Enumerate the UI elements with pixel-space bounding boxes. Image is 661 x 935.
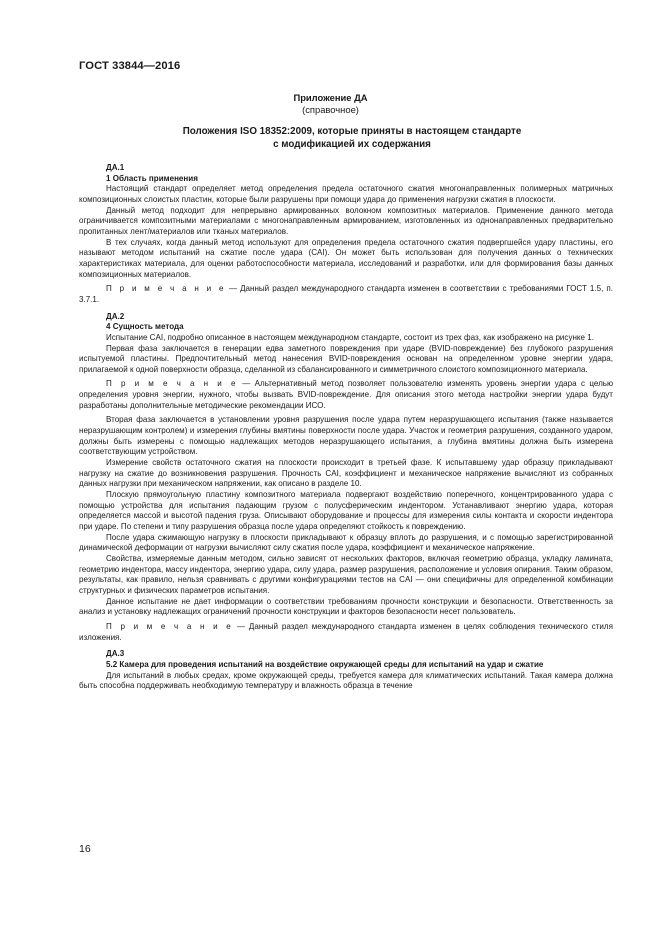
section-heading-da3: 5.2 Камера для проведения испытаний на воздействие окружающей среды для испытаний на удар и сжатие xyxy=(106,659,544,669)
appendix-subtitle: (справочное) xyxy=(302,104,359,115)
paragraph: Плоскую прямоугольную пластину композитного материала подвергают воздействию поперечного, концентрированного удара с помощью устройства для испытания падающим грузом с полусферическим индентором. Устанавливают энергию удара, которая определяется массой и высотой падения груза. Описывают оборудование и процессы для измерения силы контакта и скорости индентора при ударе. По степени и типу разрушения образца после удара определяют стойкость к повреждению. xyxy=(79,490,613,531)
paragraph: Первая фаза заключается в генерации едва заметного повреждения при ударе (BVID-повреждение) без глубокого разрушения испытуемой пластины. Предпочтительный метод нанесения BVID-повреждения основан на определенном уровне энергии удара, прилагаемой к одной поверхности образца, сделанной из сбалансированного и симметричного слоистого композиционного материала. xyxy=(79,343,613,374)
section-heading-da2: 4 Сущность метода xyxy=(106,322,184,332)
paragraph: Настоящий стандарт определяет метод определения предела остаточного сжатия многонаправленных полимерных матричных композиционных слоистых пластин, которые были разрушены при помощи удара до применения нагрузки сжатия в плоскости. xyxy=(79,184,613,204)
paragraph: Для испытаний в любых средах, кроме окружающей среды, требуется камера для климатических испытаний. Такая камера должна быть способна поддерживать необходимую температуру и влажность образца в течение xyxy=(79,670,613,691)
document-title-line-2: с модификацией их содержания xyxy=(273,139,431,150)
section-id-da3: ДА.3 xyxy=(106,649,125,659)
note xyxy=(79,622,613,643)
note xyxy=(79,379,613,411)
note-label: П р и м е ч а н и е xyxy=(106,379,238,389)
paragraph: После удара сжимающую нагрузку в плоскости прикладывают к образцу вплоть до разрушения, и с помощью зарегистрированной динамической деформации от нагрузки вычисляют силу сжатия после удара, коэффициент и механическое напряжение. xyxy=(79,532,613,553)
section-heading-da1: 1 Область применения xyxy=(106,173,198,183)
section-id-da1: ДА.1 xyxy=(106,163,125,172)
paragraph: Свойства, измеряемые данным методом, сильно зависят от нескольких факторов, включая геометрию образца, укладку ламината, геометрию индентора, массу индентора, энергию удара, силу удара, размер разрушения, расположение и условия опирания. Таким образом, результаты, как правило, нельзя сравнивать с другими конфигурациями тестов на CAI — они специфичны для определенной комбинации структурных и физических параметров испытания. xyxy=(79,553,613,595)
paragraph: Вторая фаза заключается в установлении уровня разрушения после удара путем неразрушающего испытания (также называется неразрушающим контролем) и измерения глубины вмятины поверхности после удара. Участок и геометрия разрушения, созданного ударом, должны быть измерены с помощью надлежащих методов неразрушающего испытания, а глубина вмятины должна быть измерена соответствующим устройством. xyxy=(79,415,613,457)
note-text: — Данный раздел международного стандарта изменен в соответствии с требованиями ГОСТ 1.5, п. 3.7.1. xyxy=(79,284,613,304)
paragraph: В тех случаях, когда данный метод используют для определения предела остаточного сжатия подвергшейся удару пластины, его называют методом испытаний на сжатие после удара (CAI). Он может быть использован для получения данных о технических характеристиках материала, для оценки работоспособности материала, исследований и разработки, или для формирования базы данных композиционных материалов. xyxy=(79,237,613,279)
document-title-line-1: Положения ISO 18352:2009, которые приняты в настоящем стандарте xyxy=(182,126,522,137)
page-number: 16 xyxy=(79,843,91,855)
section-id-da2: ДА.2 xyxy=(106,311,125,321)
paragraph: Измерение свойств остаточного сжатия на плоскости происходит в третьей фазе. К испытавшему удар образцу прикладывают нагрузку на сжатие до возникновения разрушения. Прочность CAI, коэффициент и механическое напряжение вычисляют из собранных данных нагрузки при механическом напряжении, как описано в разделе 10. xyxy=(79,458,613,489)
appendix-title: Приложение ДА xyxy=(293,92,368,103)
paragraph: Данное испытание не дает информации о соответствии требованиям прочности конструкции и безопасности. Ответственность за анализ и установку надлежащих ограничений прочности конструкции и факторов безопасности несет пользователь. xyxy=(79,596,613,617)
document-body xyxy=(79,163,613,692)
note-label: П р и м е ч а н и е xyxy=(106,621,234,631)
paragraph: Данный метод подходит для непрерывно армированных волокном композитных материалов. Применение данного метода ограничивается композитными материалами с многонаправленным армированием, изготовленных из однонаправленных предварительно пропитанных лент/материалов или тканых материалов. xyxy=(79,205,613,236)
note-text: — Данный раздел международного стандарта изменен в целях соблюдения технического стиля изложения. xyxy=(79,621,613,642)
standard-header: ГОСТ 33844—2016 xyxy=(79,60,181,72)
note xyxy=(79,284,613,305)
note-label: П р и м е ч а н и е xyxy=(106,284,226,294)
note-text: — Альтернативный метод позволяет пользователю изменять уровень энергии удара с целью определения уровня энергии, нужного, чтобы вызвать BVID-повреждение. Для описания этого метода настройки энергии удара будут разработаны дополнительные методические рекомендации ИСО. xyxy=(79,379,613,410)
paragraph: Испытание CAI, подробно описанное в настоящем международном стандарте, состоит из трех фаз, как изображено на рисунке 1. xyxy=(106,332,594,342)
appendix-heading xyxy=(0,92,661,116)
document-title xyxy=(100,125,604,151)
